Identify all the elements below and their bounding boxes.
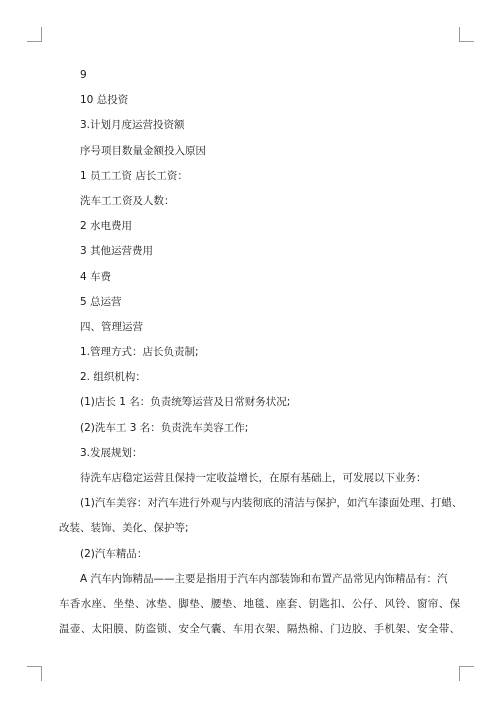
paragraph-line: (1)汽车美容：对汽车进行外观与内装彻底的清洁与保护，如汽车漆面处理、打蜡、	[80, 497, 463, 510]
paragraph-line: 待洗车店稳定运营且保持一定收益增长，在原有基础上，可发展以下业务：	[80, 472, 427, 484]
text-line: 9	[80, 69, 87, 81]
crop-mark-top-right	[459, 27, 474, 42]
text-line: 3 其他运营费用	[80, 245, 154, 258]
text-line: 10 总投资	[80, 94, 129, 107]
section-heading: 四、管理运营	[80, 320, 143, 333]
text-line: 1.管理方式：店长负责制;	[80, 346, 199, 359]
crop-mark-top-left	[27, 27, 42, 42]
crop-mark-bottom-right	[459, 666, 474, 681]
paragraph-line: 温壶、太阳膜、防盗锁、安全气囊、车用衣架、隔热棉、门边胶、手机架、安全带、	[59, 623, 461, 636]
paragraph-line: 改装、装饰、美化、保护等;	[59, 522, 189, 535]
text-line: (2)汽车精品：	[80, 547, 148, 560]
text-line: (2)洗车工 3 名：负责洗车美容工作;	[80, 421, 249, 434]
text-line: 4 车费	[80, 270, 112, 283]
text-line: (1)店长 1 名：负责统筹运营及日常财务状况;	[80, 396, 291, 409]
table-header-line: 序号项目数量金额投入原因	[80, 144, 206, 157]
paragraph-line: 车香水座、坐垫、冰垫、脚垫、腰垫、地毯、座套、钥匙扣、公仔、风铃、窗帘、保	[59, 597, 461, 610]
text-line: 3.发展规划：	[80, 446, 143, 459]
text-line: 1 员工工资 店长工资：	[80, 169, 188, 182]
text-line: 2 水电费用	[80, 220, 133, 233]
text-line: 5 总运营	[80, 295, 122, 308]
crop-mark-bottom-left	[27, 666, 42, 681]
text-line: 2. 组织机构：	[80, 371, 146, 384]
paragraph-line: A 汽车内饰精品——主要是指用于汽车内部装饰和布置产品常见内饰精品有：汽	[80, 572, 448, 585]
section-heading: 3.计划月度运营投资额	[80, 119, 185, 132]
text-line: 洗车工工资及人数：	[80, 194, 175, 207]
document-body	[59, 69, 463, 648]
